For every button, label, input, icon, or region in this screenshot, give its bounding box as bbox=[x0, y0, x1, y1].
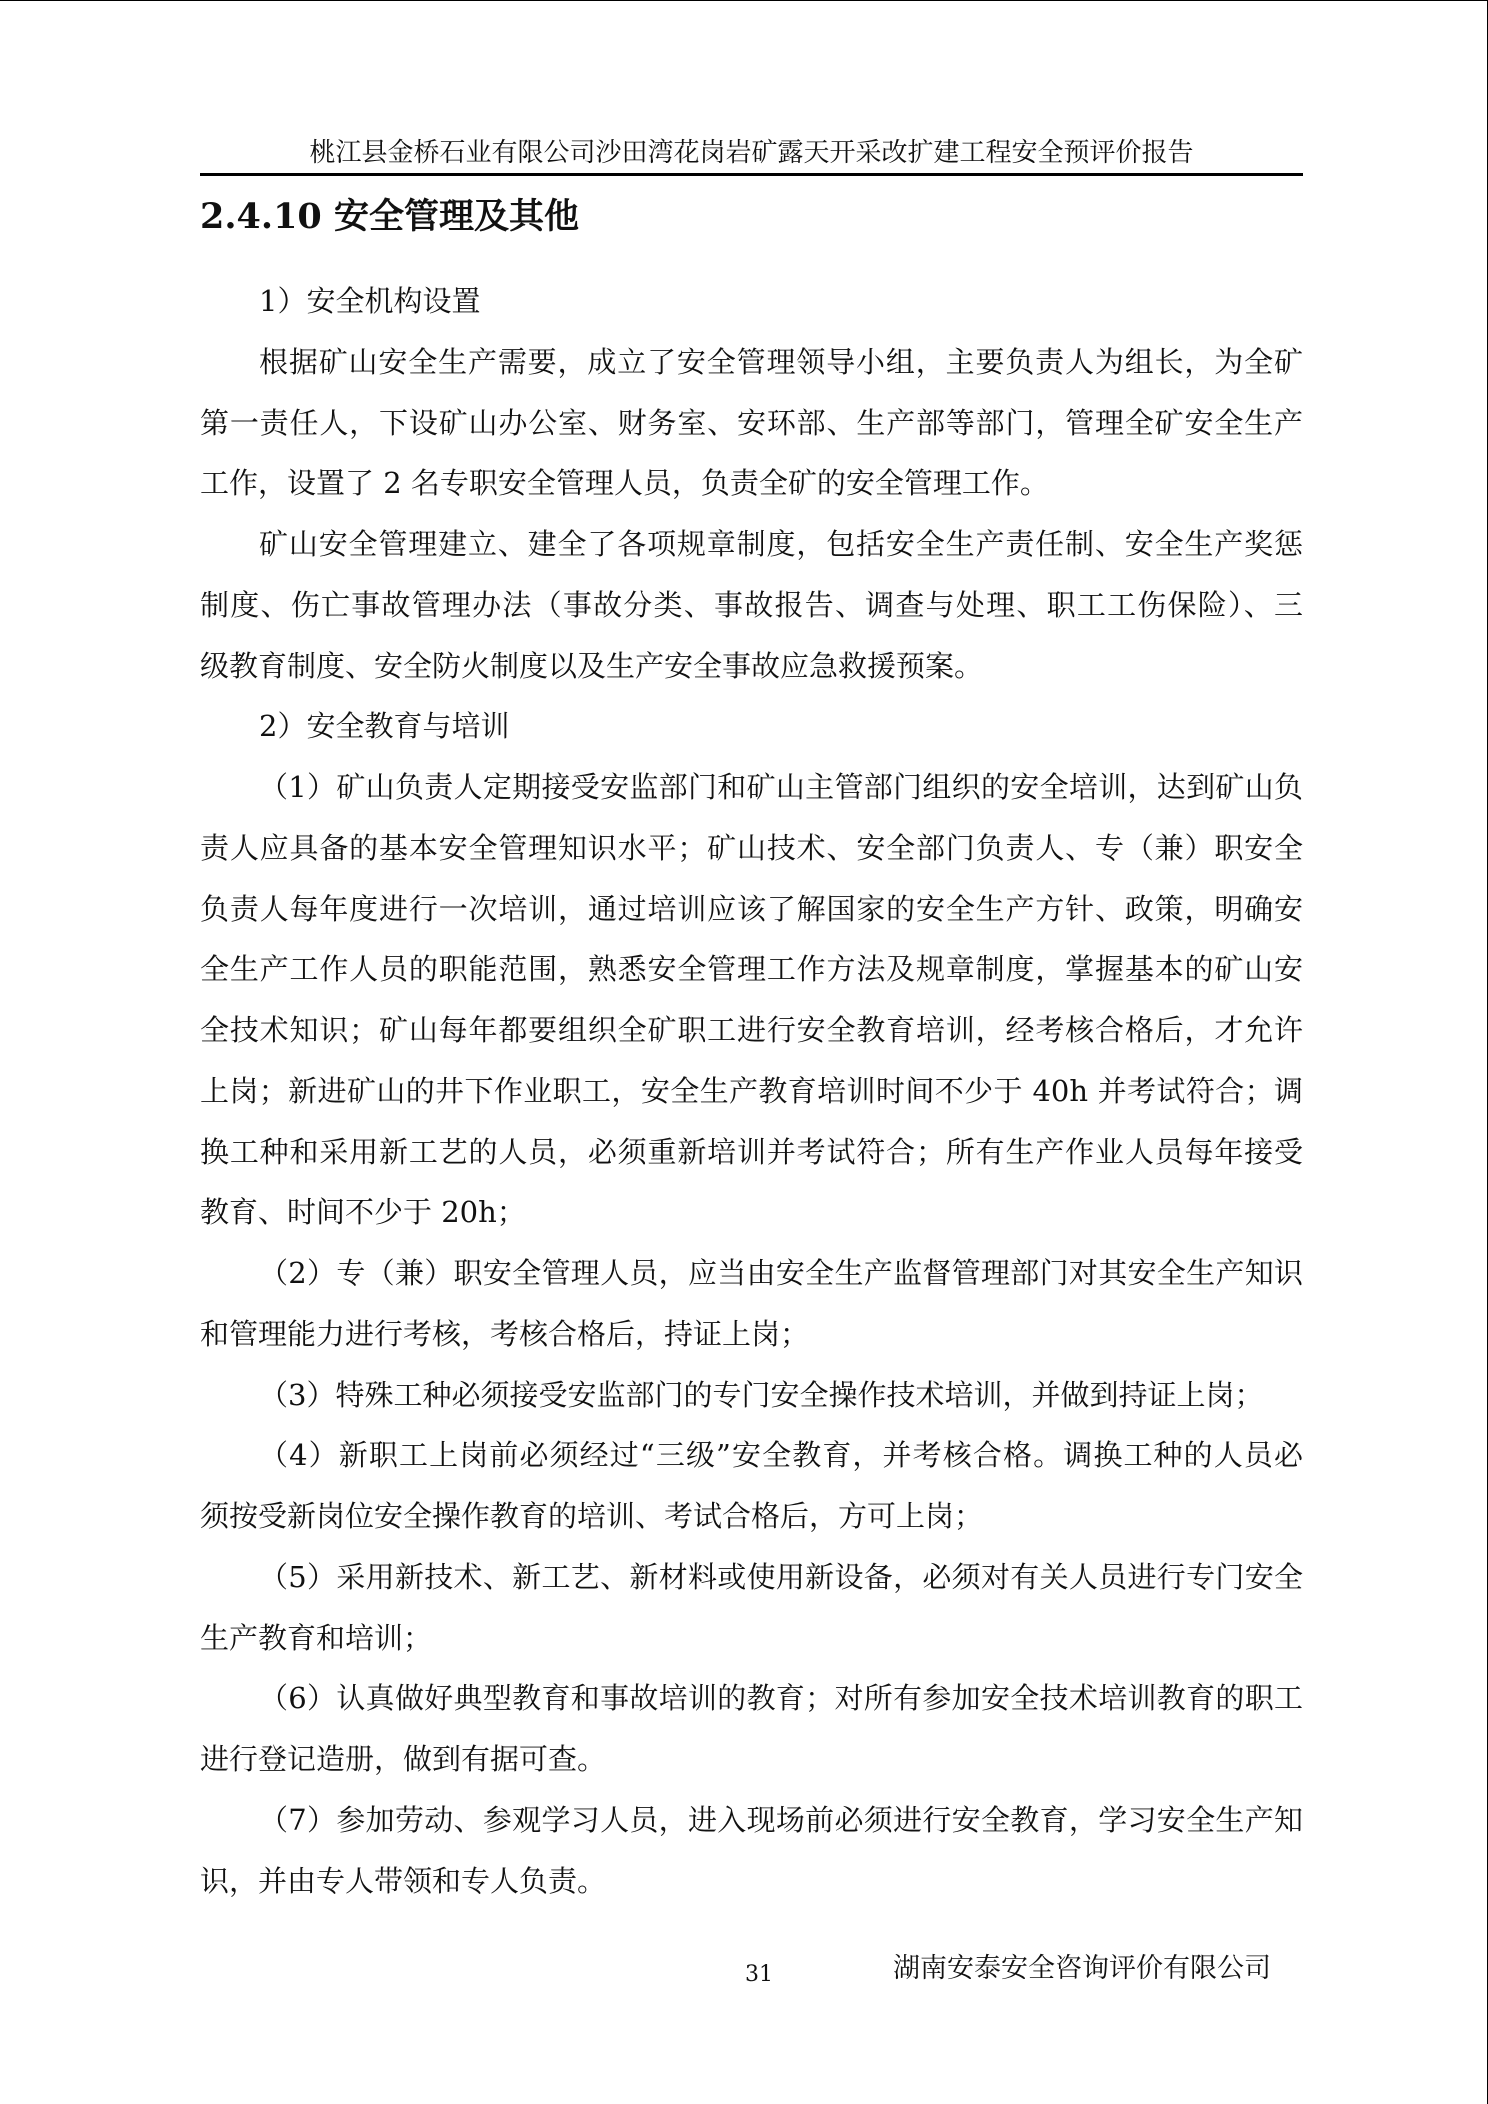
text-line: 识，并由专人带领和专人负责。 bbox=[200, 1863, 607, 1898]
text-line: 生产教育和培训； bbox=[200, 1620, 433, 1655]
text-line: 全技术知识；矿山每年都要组织全矿职工进行安全教育培训，经考核合格后，才允许 bbox=[200, 1013, 1303, 1047]
text-line: 教育、时间不少于 20h； bbox=[200, 1195, 526, 1230]
paragraph bbox=[200, 1365, 1303, 1426]
header-rule bbox=[200, 173, 1303, 176]
text-line: （2）专（兼）职安全管理人员，应当由安全生产监督管理部门对其安全生产知识 bbox=[259, 1256, 1303, 1290]
text-line: 须按受新岗位安全操作教育的培训、考试合格后，方可上岗； bbox=[200, 1499, 984, 1533]
page-number: 31 bbox=[745, 1962, 773, 1987]
paragraph bbox=[200, 696, 1303, 757]
text-line: 1）安全机构设置 bbox=[259, 284, 481, 318]
paragraph bbox=[200, 1547, 1303, 1669]
text-line: 2）安全教育与培训 bbox=[259, 709, 510, 744]
text-line: （3）特殊工种必须接受安监部门的专门安全操作技术培训，并做到持证上岗； bbox=[259, 1377, 1264, 1412]
text-line: 进行登记造册，做到有据可查。 bbox=[200, 1742, 607, 1776]
paragraph bbox=[200, 271, 1303, 332]
paragraph bbox=[200, 757, 1303, 1243]
text-line: （4）新职工上岗前必须经过“三级”安全教育，并考核合格。调换工种的人员必 bbox=[259, 1438, 1303, 1473]
text-line: 矿山安全管理建立、建全了各项规章制度，包括安全生产责任制、安全生产奖惩 bbox=[259, 527, 1303, 561]
paragraph bbox=[200, 332, 1303, 514]
text-line: 工作，设置了 2 名专职安全管理人员，负责全矿的安全管理工作。 bbox=[200, 466, 1049, 501]
text-line: （7）参加劳动、参观学习人员，进入现场前必须进行安全教育，学习安全生产知 bbox=[259, 1802, 1303, 1837]
running-header: 桃江县金桥石业有限公司沙田湾花岗岩矿露天开采改扩建工程安全预评价报告 bbox=[309, 138, 1194, 168]
paragraph bbox=[200, 514, 1303, 696]
text-line: 全生产工作人员的职能范围，熟悉安全管理工作方法及规章制度，掌握基本的矿山安 bbox=[200, 952, 1303, 987]
text-line: 级教育制度、安全防火制度以及生产安全事故应急救援预案。 bbox=[200, 648, 984, 683]
text-line: 上岗；新进矿山的井下作业职工，安全生产教育培训时间不少于 40h 并考试符合；调 bbox=[200, 1073, 1303, 1108]
text-line: （1）矿山负责人定期接受安监部门和矿山主管部门组织的安全培训，达到矿山负 bbox=[259, 770, 1303, 804]
text-line: （6）认真做好典型教育和事故培训的教育；对所有参加安全技术培训教育的职工 bbox=[259, 1681, 1303, 1716]
paragraph bbox=[200, 1425, 1303, 1547]
text-line: 和管理能力进行考核，考核合格后，持证上岗； bbox=[200, 1316, 810, 1351]
document-body bbox=[200, 271, 1303, 1911]
paragraph bbox=[200, 1668, 1303, 1790]
text-line: 制度、伤亡事故管理办法（事故分类、事故报告、调查与处理、职工工伤保险）、三 bbox=[200, 587, 1303, 622]
text-line: 第一责任人，下设矿山办公室、财务室、安环部、生产部等部门，管理全矿安全生产 bbox=[200, 405, 1303, 440]
text-line: （5）采用新技术、新工艺、新材料或使用新设备，必须对有关人员进行专门安全 bbox=[259, 1559, 1303, 1594]
paragraph bbox=[200, 1790, 1303, 1912]
paragraph bbox=[200, 1243, 1303, 1365]
text-line: 根据矿山安全生产需要，成立了安全管理领导小组，主要负责人为组长，为全矿 bbox=[259, 344, 1303, 379]
text-line: 负责人每年度进行一次培训，通过培训应该了解国家的安全生产方针、政策，明确安 bbox=[200, 891, 1303, 926]
text-line: 责人应具备的基本安全管理知识水平；矿山技术、安全部门负责人、专（兼）职安全 bbox=[200, 830, 1303, 865]
text-line: 换工种和采用新工艺的人员，必须重新培训并考试符合；所有生产作业人员每年接受 bbox=[200, 1134, 1303, 1169]
footer-company: 湖南安泰安全咨询评价有限公司 bbox=[893, 1953, 1271, 1984]
section-heading: 2.4.10 安全管理及其他 bbox=[200, 196, 579, 237]
